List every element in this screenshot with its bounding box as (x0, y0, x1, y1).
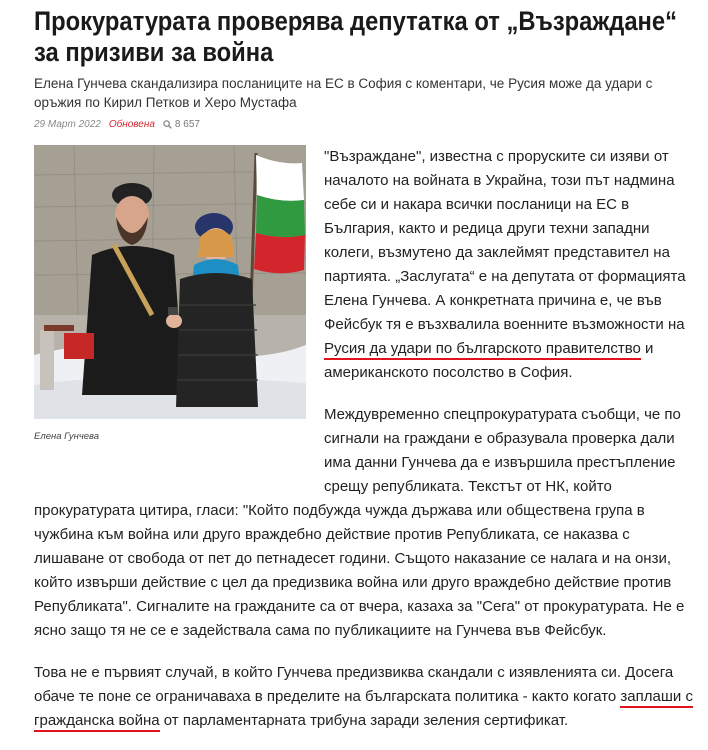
updated-label: Обновена (108, 119, 155, 130)
paragraph-3 (34, 661, 694, 733)
view-count-value: 8 657 (174, 119, 200, 130)
paragraph-1 (324, 145, 694, 385)
magnifier-icon (163, 120, 172, 129)
view-count (163, 119, 200, 130)
photo-caption: Елена Гунчева (34, 431, 100, 442)
link-russia-strike[interactable]: Русия да удари по българското правителство (324, 340, 641, 360)
paragraph-3-text-b: от парламентарната трибуна заради зеления сертификат. (159, 712, 569, 729)
article-meta (34, 119, 200, 130)
paragraph-3-text-a: Това не е първият случай, в който Гунчева предизвиква скандали с изявленията си. Досега обаче те поне се ограничаваха в пределите на българската политика - както когато (34, 664, 674, 705)
paragraph-2-text-a: Междувременно спецпрокуратурата съобщи, че по сигнали на граждани е образувала проверка дали има данни Гунчева да е извършила престъпление срещу републиката. Текстът от НК, който (324, 406, 681, 495)
article-subtitle: Елена Гунчева скандализира посланиците на ЕС в София с коментари, че Русия може да удари с оръжия по Кирил Петков и Херо Мустафа (34, 76, 653, 110)
publish-date: 29 Март 2022 (34, 119, 101, 130)
article-photo[interactable] (34, 145, 306, 419)
article-title: Прокуратурата проверява депутатка от „Възраждане“ за призиви за война (34, 6, 677, 67)
paragraph-2-text-b: прокуратурата цитира, гласи: "Който подбужда чужда държава или обществена група в чужбина към война или друго враждебно действие против Републиката, се наказва с лишаване от свобода от пет до петнадесет години. Същото наказание се налага и на онзи, който извърши действие с цел да предизвика война или друго враждебно действие против Републиката". Сигналите на гражданите са от вчера, казаха за "Сега" от прокуратурата. Не е ясно защо тя не се е задействала сама по публикациите на Гунчева във Фейсбук. (34, 502, 685, 639)
article-figure (34, 145, 306, 442)
paragraph-2 (34, 403, 694, 643)
paragraph-1-text-b: и американското посолство в София. (324, 340, 654, 381)
link-civil-war[interactable]: заплаши с гражданска война (34, 688, 693, 732)
paragraph-1-text-a: "Възраждане", известна с проруските си изяви от началото на войната в Украйна, този път надмина себе си и накара всички посланици на ЕС в България, както и редица други техни западни колеги, възмутено да заклеймят представител на партията. „Заслугата“ е на депутата от формацията Елена Гунчева. А конкретната причина е, че във Фейсбук тя е възхвалила военните възможности на (324, 148, 686, 333)
